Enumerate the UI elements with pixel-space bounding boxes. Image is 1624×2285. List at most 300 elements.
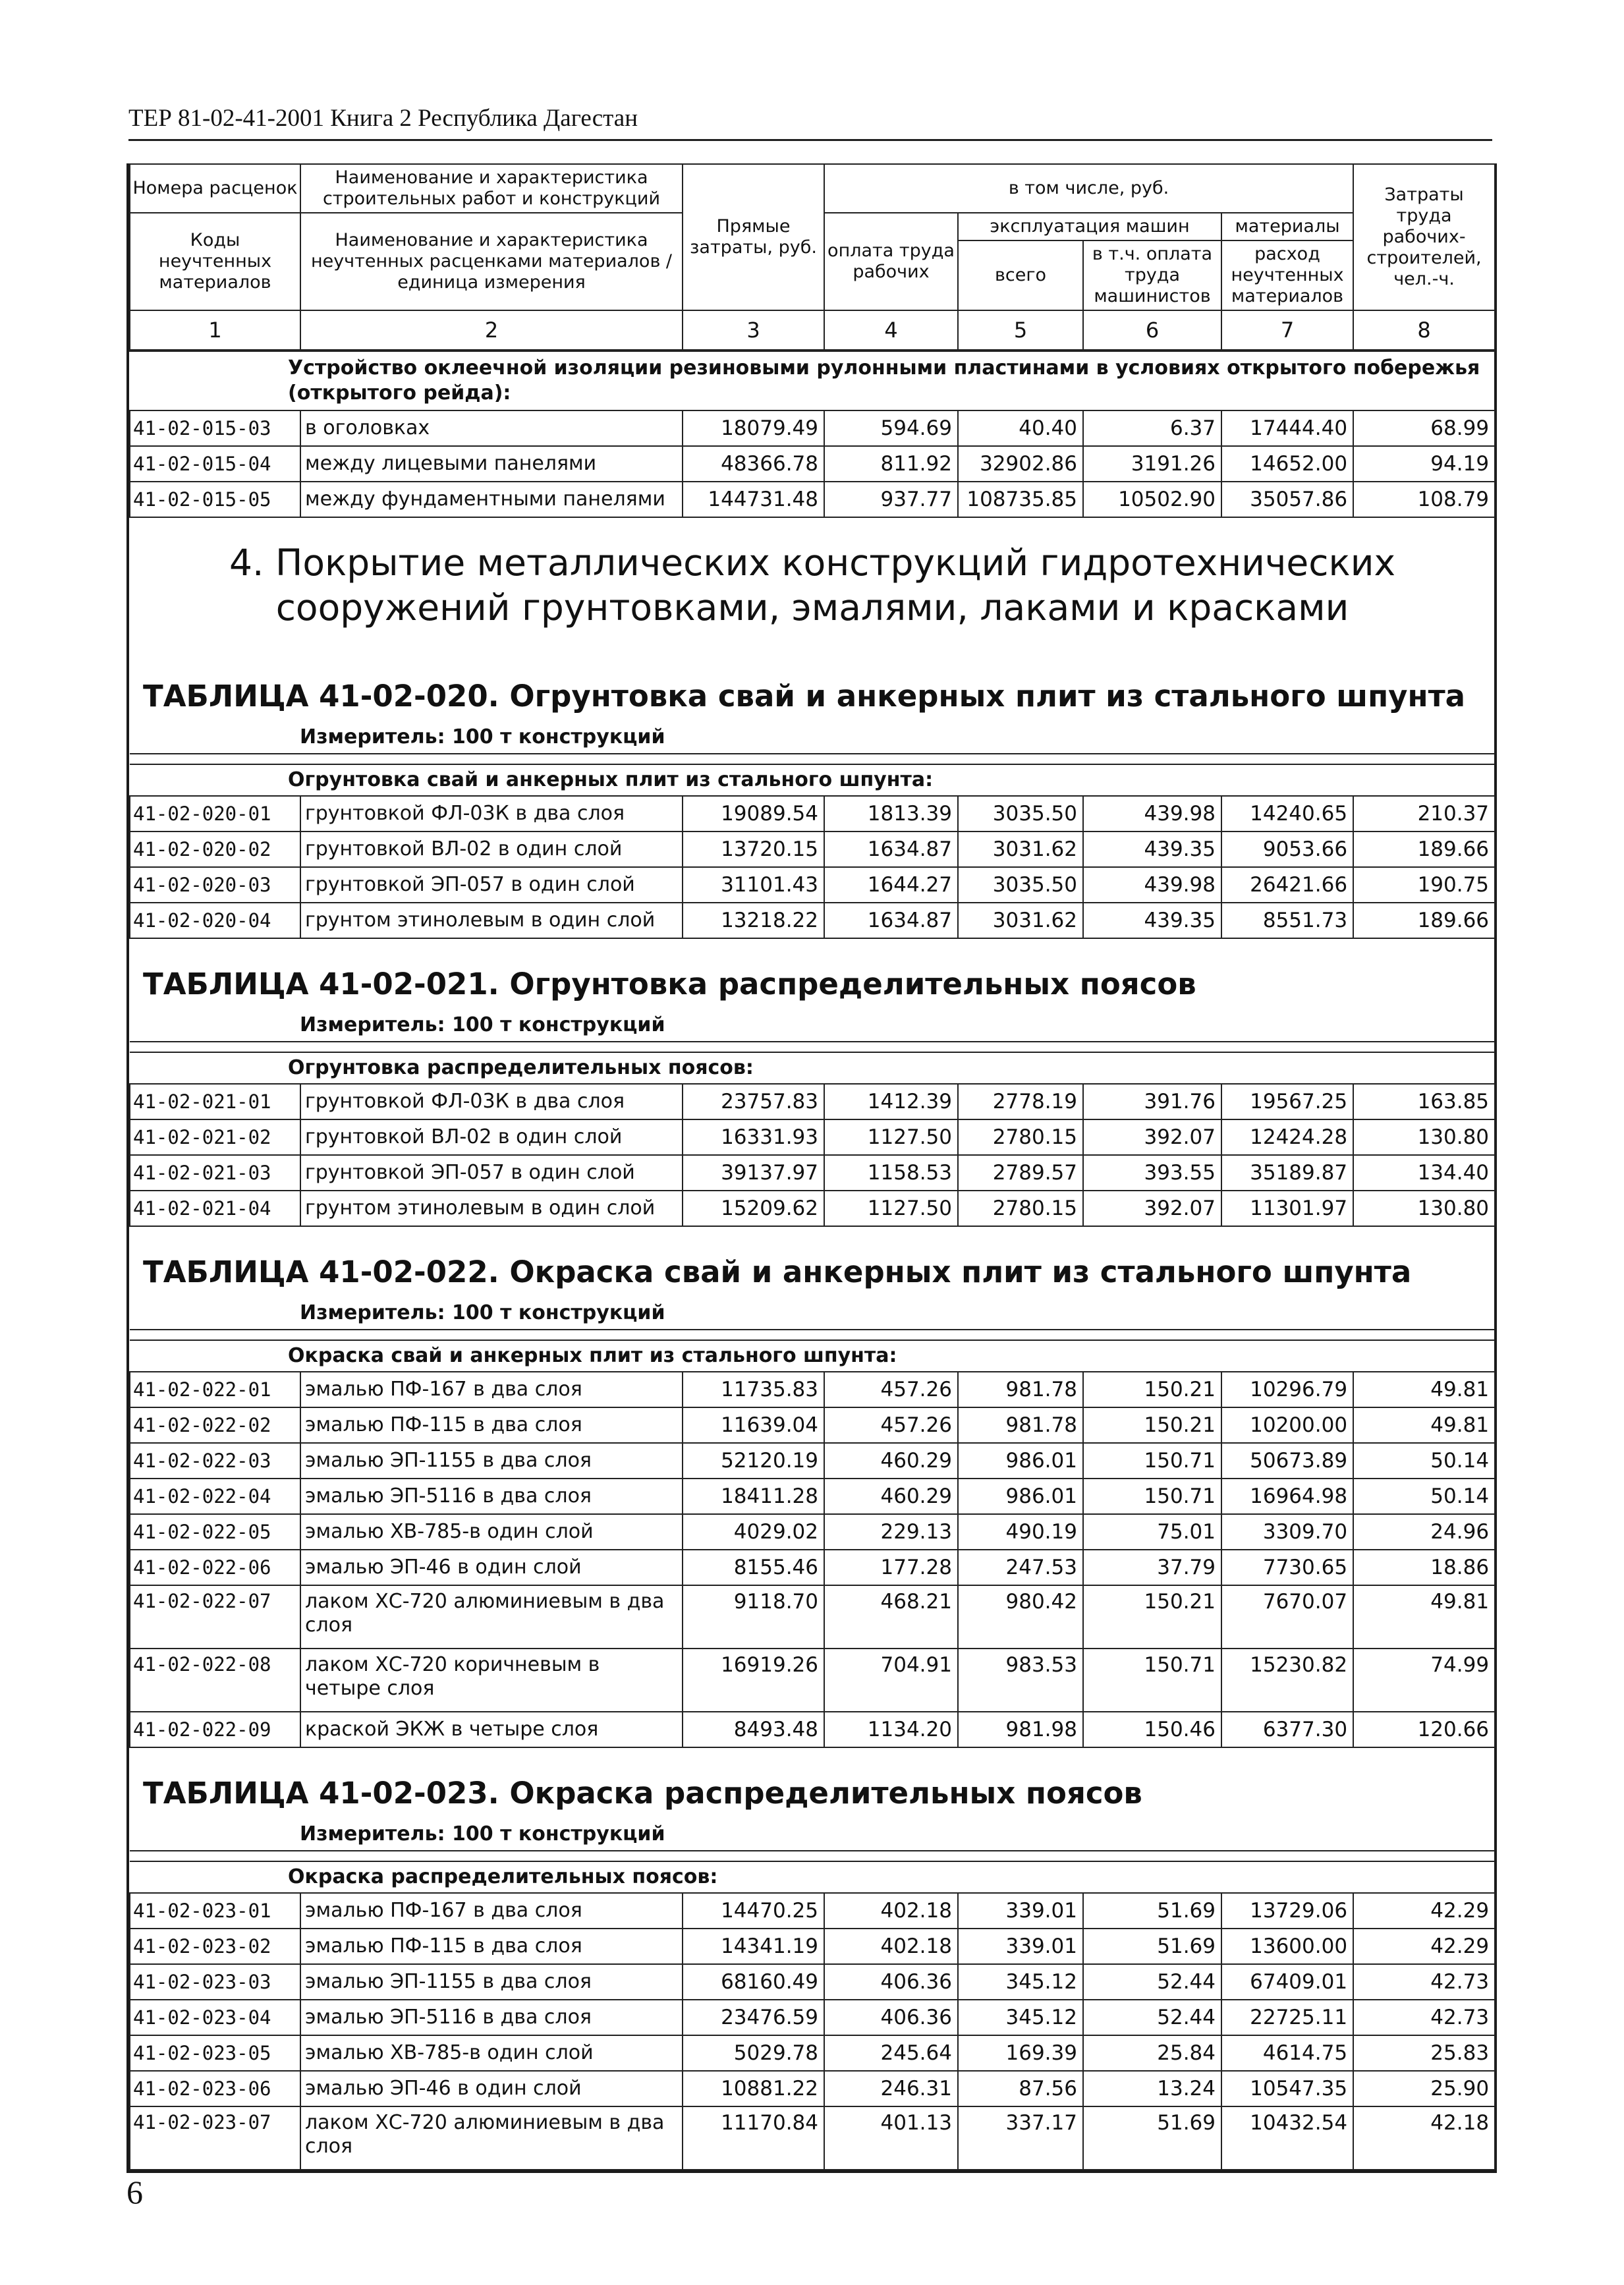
labor-costs: 130.80 xyxy=(1353,1191,1495,1226)
worker-pay: 1634.87 xyxy=(824,903,958,938)
rate-code: 41-02-022-06 xyxy=(130,1550,300,1585)
spacer xyxy=(130,1330,1495,1340)
worker-pay: 457.26 xyxy=(824,1407,958,1443)
direct-costs: 9118.70 xyxy=(683,1585,824,1649)
work-name: грунтом этинолевым в один слой xyxy=(300,1191,683,1226)
header-materials: материалы xyxy=(1221,213,1353,240)
labor-costs: 189.66 xyxy=(1353,832,1495,867)
worker-pay: 457.26 xyxy=(824,1372,958,1407)
materials: 7730.65 xyxy=(1221,1550,1353,1585)
machinist-pay: 439.35 xyxy=(1083,832,1221,867)
table-body xyxy=(130,351,1495,2170)
rate-code: 41-02-021-01 xyxy=(130,1084,300,1119)
machinist-pay: 439.35 xyxy=(1083,903,1221,938)
page-header: ТЕР 81-02-41-2001 Книга 2 Республика Дагестан xyxy=(128,104,1492,141)
table-row xyxy=(130,1372,1495,1407)
work-name: эмалью ЭП-46 в один слой xyxy=(300,1550,683,1585)
machinist-pay: 3191.26 xyxy=(1083,446,1221,482)
table-row xyxy=(130,2035,1495,2071)
spacer-row xyxy=(130,1330,1495,1340)
work-name: эмалью ПФ-167 в два слоя xyxy=(300,1893,683,1929)
machine-total: 3031.62 xyxy=(958,903,1083,938)
measure-row xyxy=(130,1817,1495,1851)
work-name: лаком ХС-720 коричневым в четыре слоя xyxy=(300,1649,683,1712)
machinist-pay: 10502.90 xyxy=(1083,482,1221,517)
table-row xyxy=(130,1479,1495,1514)
work-name: грунтовкой ВЛ-02 в один слой xyxy=(300,1119,683,1155)
table-row xyxy=(130,410,1495,446)
direct-costs: 48366.78 xyxy=(683,446,824,482)
group-heading-row xyxy=(130,1340,1495,1372)
table-row xyxy=(130,1119,1495,1155)
materials: 10432.54 xyxy=(1221,2106,1353,2170)
machine-total: 108735.85 xyxy=(958,482,1083,517)
column-number: 6 xyxy=(1083,310,1221,351)
rate-code: 41-02-021-02 xyxy=(130,1119,300,1155)
machinist-pay: 150.21 xyxy=(1083,1585,1221,1649)
worker-pay: 1412.39 xyxy=(824,1084,958,1119)
page-number: 6 xyxy=(126,2174,143,2211)
machine-total: 981.78 xyxy=(958,1372,1083,1407)
header-column-numbers xyxy=(130,310,1495,351)
rate-code: 41-02-023-07 xyxy=(130,2106,300,2170)
work-name: эмалью ПФ-115 в два слоя xyxy=(300,1407,683,1443)
direct-costs: 18411.28 xyxy=(683,1479,824,1514)
rate-code: 41-02-015-05 xyxy=(130,482,300,517)
worker-pay: 401.13 xyxy=(824,2106,958,2170)
machinist-pay: 150.21 xyxy=(1083,1372,1221,1407)
worker-pay: 1634.87 xyxy=(824,832,958,867)
labor-costs: 49.81 xyxy=(1353,1372,1495,1407)
work-name: эмалью ЭП-5116 в два слоя xyxy=(300,2000,683,2035)
labor-costs: 210.37 xyxy=(1353,796,1495,832)
machinist-pay: 391.76 xyxy=(1083,1084,1221,1119)
machinist-pay: 52.44 xyxy=(1083,1964,1221,2000)
work-name: эмалью ЭП-46 в один слой xyxy=(300,2071,683,2106)
measure-unit: Измеритель: 100 т конструкций xyxy=(130,1817,1495,1851)
machine-total: 345.12 xyxy=(958,2000,1083,2035)
group-heading: Устройство оклеечной изоляции резиновыми рулонными пластинами в условиях открытого побережья (открытого рейда): xyxy=(130,351,1495,410)
labor-costs: 49.81 xyxy=(1353,1585,1495,1649)
machine-total: 981.98 xyxy=(958,1712,1083,1747)
machinist-pay: 150.21 xyxy=(1083,1407,1221,1443)
table-row xyxy=(130,1649,1495,1712)
direct-costs: 144731.48 xyxy=(683,482,824,517)
materials: 6377.30 xyxy=(1221,1712,1353,1747)
worker-pay: 468.21 xyxy=(824,1585,958,1649)
rate-code: 41-02-021-04 xyxy=(130,1191,300,1226)
worker-pay: 1127.50 xyxy=(824,1191,958,1226)
measure-unit: Измеритель: 100 т конструкций xyxy=(130,1008,1495,1042)
worker-pay: 594.69 xyxy=(824,410,958,446)
rate-code: 41-02-022-01 xyxy=(130,1372,300,1407)
direct-costs: 13218.22 xyxy=(683,903,824,938)
work-name: грунтовкой ФЛ-03К в два слоя xyxy=(300,796,683,832)
table-title-row xyxy=(130,1747,1495,1817)
materials: 7670.07 xyxy=(1221,1585,1353,1649)
table-row xyxy=(130,832,1495,867)
machine-total: 980.42 xyxy=(958,1585,1083,1649)
direct-costs: 23476.59 xyxy=(683,2000,824,2035)
rate-code: 41-02-022-07 xyxy=(130,1585,300,1649)
group-heading-row xyxy=(130,1861,1495,1893)
machine-total: 169.39 xyxy=(958,2035,1083,2071)
table-row xyxy=(130,903,1495,938)
machine-total: 247.53 xyxy=(958,1550,1083,1585)
rate-code: 41-02-020-03 xyxy=(130,867,300,903)
rate-code: 41-02-022-04 xyxy=(130,1479,300,1514)
machine-total: 339.01 xyxy=(958,1929,1083,1964)
materials: 26421.66 xyxy=(1221,867,1353,903)
direct-costs: 14341.19 xyxy=(683,1929,824,1964)
table-title-row xyxy=(130,1226,1495,1296)
spacer-row xyxy=(130,754,1495,764)
table-row xyxy=(130,1191,1495,1226)
materials: 50673.89 xyxy=(1221,1443,1353,1479)
direct-costs: 15209.62 xyxy=(683,1191,824,1226)
worker-pay: 245.64 xyxy=(824,2035,958,2071)
rate-code: 41-02-023-04 xyxy=(130,2000,300,2035)
labor-costs: 130.80 xyxy=(1353,1119,1495,1155)
machine-total: 32902.86 xyxy=(958,446,1083,482)
machine-total: 3035.50 xyxy=(958,796,1083,832)
group-heading-row xyxy=(130,764,1495,796)
rate-code: 41-02-015-04 xyxy=(130,446,300,482)
header-worker-pay: оплата труда рабочих xyxy=(824,213,958,310)
materials: 67409.01 xyxy=(1221,1964,1353,2000)
table-row xyxy=(130,2071,1495,2106)
labor-costs: 68.99 xyxy=(1353,410,1495,446)
measure-row xyxy=(130,1008,1495,1042)
table-row xyxy=(130,482,1495,517)
work-name: эмалью ЭП-5116 в два слоя xyxy=(300,1479,683,1514)
worker-pay: 1644.27 xyxy=(824,867,958,903)
direct-costs: 8493.48 xyxy=(683,1712,824,1747)
worker-pay: 704.91 xyxy=(824,1649,958,1712)
materials: 17444.40 xyxy=(1221,410,1353,446)
table-row xyxy=(130,1585,1495,1649)
machinist-pay: 392.07 xyxy=(1083,1119,1221,1155)
materials: 8551.73 xyxy=(1221,903,1353,938)
materials: 13600.00 xyxy=(1221,1929,1353,1964)
work-name: эмалью ПФ-115 в два слоя xyxy=(300,1929,683,1964)
measure-unit: Измеритель: 100 т конструкций xyxy=(130,1296,1495,1330)
labor-costs: 42.73 xyxy=(1353,2000,1495,2035)
table-row xyxy=(130,796,1495,832)
direct-costs: 18079.49 xyxy=(683,410,824,446)
labor-costs: 74.99 xyxy=(1353,1649,1495,1712)
header-work-name: Наименование и характеристика строительных работ и конструкций xyxy=(300,164,683,213)
machinist-pay: 439.98 xyxy=(1083,867,1221,903)
machine-total: 981.78 xyxy=(958,1407,1083,1443)
materials: 16964.98 xyxy=(1221,1479,1353,1514)
direct-costs: 16331.93 xyxy=(683,1119,824,1155)
direct-costs: 11639.04 xyxy=(683,1407,824,1443)
direct-costs: 4029.02 xyxy=(683,1514,824,1550)
measure-row xyxy=(130,720,1495,754)
header-material-codes: Коды неучтенных материалов xyxy=(130,213,300,310)
labor-costs: 189.66 xyxy=(1353,903,1495,938)
column-number: 3 xyxy=(683,310,824,351)
labor-costs: 42.29 xyxy=(1353,1893,1495,1929)
column-number: 4 xyxy=(824,310,958,351)
group-heading: Окраска распределительных поясов: xyxy=(130,1861,1495,1893)
spacer-row xyxy=(130,1851,1495,1861)
section-title-row xyxy=(130,517,1495,651)
group-heading: Окраска свай и анкерных плит из стального шпунта: xyxy=(130,1340,1495,1372)
rate-code: 41-02-015-03 xyxy=(130,410,300,446)
materials: 10547.35 xyxy=(1221,2071,1353,2106)
labor-costs: 18.86 xyxy=(1353,1550,1495,1585)
worker-pay: 1158.53 xyxy=(824,1155,958,1191)
header-rate-numbers: Номера расценок xyxy=(130,164,300,213)
materials: 14652.00 xyxy=(1221,446,1353,482)
machinist-pay: 51.69 xyxy=(1083,1893,1221,1929)
direct-costs: 39137.97 xyxy=(683,1155,824,1191)
worker-pay: 246.31 xyxy=(824,2071,958,2106)
materials: 11301.97 xyxy=(1221,1191,1353,1226)
header-machine-operation: эксплуатация машин xyxy=(958,213,1221,240)
rate-code: 41-02-021-03 xyxy=(130,1155,300,1191)
column-number: 5 xyxy=(958,310,1083,351)
machinist-pay: 51.69 xyxy=(1083,2106,1221,2170)
machinist-pay: 150.71 xyxy=(1083,1479,1221,1514)
worker-pay: 937.77 xyxy=(824,482,958,517)
machine-total: 986.01 xyxy=(958,1479,1083,1514)
materials: 10200.00 xyxy=(1221,1407,1353,1443)
table-row xyxy=(130,1407,1495,1443)
machine-total: 2780.15 xyxy=(958,1119,1083,1155)
materials: 14240.65 xyxy=(1221,796,1353,832)
labor-costs: 50.14 xyxy=(1353,1479,1495,1514)
table-title-row xyxy=(130,938,1495,1008)
labor-costs: 42.18 xyxy=(1353,2106,1495,2170)
rate-code: 41-02-022-09 xyxy=(130,1712,300,1747)
labor-costs: 42.73 xyxy=(1353,1964,1495,2000)
worker-pay: 229.13 xyxy=(824,1514,958,1550)
worker-pay: 811.92 xyxy=(824,446,958,482)
work-name: грунтовкой ЭП-057 в один слой xyxy=(300,1155,683,1191)
materials: 35189.87 xyxy=(1221,1155,1353,1191)
materials: 9053.66 xyxy=(1221,832,1353,867)
table-title: ТАБЛИЦА 41-02-021. Огрунтовка распределительных поясов xyxy=(143,967,1196,1001)
machine-total: 2789.57 xyxy=(958,1155,1083,1191)
direct-costs: 11735.83 xyxy=(683,1372,824,1407)
rate-code: 41-02-020-04 xyxy=(130,903,300,938)
direct-costs: 5029.78 xyxy=(683,2035,824,2071)
table-row xyxy=(130,1550,1495,1585)
labor-costs: 190.75 xyxy=(1353,867,1495,903)
spacer xyxy=(130,1851,1495,1861)
rate-code: 41-02-020-01 xyxy=(130,796,300,832)
spacer-row xyxy=(130,1042,1495,1052)
direct-costs: 8155.46 xyxy=(683,1550,824,1585)
column-number: 1 xyxy=(130,310,300,351)
group-heading-row xyxy=(130,1052,1495,1084)
header-including: в том числе, руб. xyxy=(824,164,1353,213)
machine-total: 87.56 xyxy=(958,2071,1083,2106)
worker-pay: 402.18 xyxy=(824,1929,958,1964)
table-row xyxy=(130,1964,1495,2000)
rate-code: 41-02-022-05 xyxy=(130,1514,300,1550)
header-material-consumption: расход неучтенных материалов xyxy=(1221,240,1353,310)
header-labor-costs: Затраты труда рабочих-строителей, чел.-ч. xyxy=(1353,164,1495,310)
rate-code: 41-02-023-06 xyxy=(130,2071,300,2106)
rate-code: 41-02-023-01 xyxy=(130,1893,300,1929)
rate-code: 41-02-023-05 xyxy=(130,2035,300,2071)
table-row xyxy=(130,1443,1495,1479)
materials: 13729.06 xyxy=(1221,1893,1353,1929)
worker-pay: 177.28 xyxy=(824,1550,958,1585)
section-title-cell xyxy=(130,517,1495,651)
rates-document xyxy=(126,163,1497,2173)
rate-code: 41-02-022-08 xyxy=(130,1649,300,1712)
labor-costs: 120.66 xyxy=(1353,1712,1495,1747)
header-machinist-pay: в т.ч. оплата труда машинистов xyxy=(1083,240,1221,310)
machinist-pay: 51.69 xyxy=(1083,1929,1221,1964)
materials: 19567.25 xyxy=(1221,1084,1353,1119)
group-heading-row xyxy=(130,351,1495,410)
work-name: краской ЭКЖ в четыре слоя xyxy=(300,1712,683,1747)
machine-total: 2780.15 xyxy=(958,1191,1083,1226)
column-number: 2 xyxy=(300,310,683,351)
labor-costs: 25.90 xyxy=(1353,2071,1495,2106)
rate-code: 41-02-022-03 xyxy=(130,1443,300,1479)
worker-pay: 406.36 xyxy=(824,1964,958,2000)
column-number: 7 xyxy=(1221,310,1353,351)
direct-costs: 16919.26 xyxy=(683,1649,824,1712)
machinist-pay: 52.44 xyxy=(1083,2000,1221,2035)
labor-costs: 49.81 xyxy=(1353,1407,1495,1443)
table-row xyxy=(130,446,1495,482)
direct-costs: 19089.54 xyxy=(683,796,824,832)
work-name: грунтовкой ЭП-057 в один слой xyxy=(300,867,683,903)
machine-total: 490.19 xyxy=(958,1514,1083,1550)
table-row xyxy=(130,867,1495,903)
machine-total: 337.17 xyxy=(958,2106,1083,2170)
table-row xyxy=(130,1712,1495,1747)
materials: 35057.86 xyxy=(1221,482,1353,517)
direct-costs: 14470.25 xyxy=(683,1893,824,1929)
worker-pay: 460.29 xyxy=(824,1479,958,1514)
measure-unit: Измеритель: 100 т конструкций xyxy=(130,720,1495,754)
labor-costs: 24.96 xyxy=(1353,1514,1495,1550)
work-name: лаком ХС-720 алюминиевым в два слоя xyxy=(300,1585,683,1649)
work-name: эмалью ЭП-1155 в два слоя xyxy=(300,1443,683,1479)
labor-costs: 94.19 xyxy=(1353,446,1495,482)
worker-pay: 1134.20 xyxy=(824,1712,958,1747)
table-row xyxy=(130,1084,1495,1119)
materials: 3309.70 xyxy=(1221,1514,1353,1550)
rate-code: 41-02-023-02 xyxy=(130,1929,300,1964)
labor-costs: 25.83 xyxy=(1353,2035,1495,2071)
table-row xyxy=(130,2000,1495,2035)
work-name: грунтовкой ВЛ-02 в один слой xyxy=(300,832,683,867)
worker-pay: 1813.39 xyxy=(824,796,958,832)
direct-costs: 10881.22 xyxy=(683,2071,824,2106)
work-name: между фундаментными панелями xyxy=(300,482,683,517)
machinist-pay: 25.84 xyxy=(1083,2035,1221,2071)
table-row xyxy=(130,1514,1495,1550)
direct-costs: 23757.83 xyxy=(683,1084,824,1119)
machinist-pay: 75.01 xyxy=(1083,1514,1221,1550)
machinist-pay: 150.71 xyxy=(1083,1649,1221,1712)
header-material-name: Наименование и характеристика неучтенных расценками материалов / единица измерения xyxy=(300,213,683,310)
worker-pay: 1127.50 xyxy=(824,1119,958,1155)
materials: 12424.28 xyxy=(1221,1119,1353,1155)
labor-costs: 50.14 xyxy=(1353,1443,1495,1479)
group-heading: Огрунтовка свай и анкерных плит из стального шпунта: xyxy=(130,764,1495,796)
rate-code: 41-02-023-03 xyxy=(130,1964,300,2000)
section-title: 4. Покрытие металлических конструкций гидротехнических сооружений грунтовками, эмалями, лаками и красками xyxy=(229,542,1395,629)
machine-total: 986.01 xyxy=(958,1443,1083,1479)
work-name: эмалью ПФ-167 в два слоя xyxy=(300,1372,683,1407)
table-row xyxy=(130,1893,1495,1929)
direct-costs: 68160.49 xyxy=(683,1964,824,2000)
work-name: эмалью ХВ-785-в один слой xyxy=(300,1514,683,1550)
column-number: 8 xyxy=(1353,310,1495,351)
table-row xyxy=(130,1929,1495,1964)
machine-total: 2778.19 xyxy=(958,1084,1083,1119)
machinist-pay: 150.71 xyxy=(1083,1443,1221,1479)
machine-total: 983.53 xyxy=(958,1649,1083,1712)
materials: 4614.75 xyxy=(1221,2035,1353,2071)
table-title: ТАБЛИЦА 41-02-022. Окраска свай и анкерных плит из стального шпунта xyxy=(143,1255,1412,1289)
labor-costs: 163.85 xyxy=(1353,1084,1495,1119)
machine-total: 3031.62 xyxy=(958,832,1083,867)
machine-total: 3035.50 xyxy=(958,867,1083,903)
spacer xyxy=(130,1042,1495,1052)
direct-costs: 11170.84 xyxy=(683,2106,824,2170)
work-name: между лицевыми панелями xyxy=(300,446,683,482)
machine-total: 40.40 xyxy=(958,410,1083,446)
materials: 10296.79 xyxy=(1221,1372,1353,1407)
direct-costs: 52120.19 xyxy=(683,1443,824,1479)
labor-costs: 108.79 xyxy=(1353,482,1495,517)
measure-row xyxy=(130,1296,1495,1330)
machinist-pay: 150.46 xyxy=(1083,1712,1221,1747)
machine-total: 339.01 xyxy=(958,1893,1083,1929)
rate-code: 41-02-022-02 xyxy=(130,1407,300,1443)
header-direct-costs: Прямые затраты, руб. xyxy=(683,164,824,310)
machinist-pay: 392.07 xyxy=(1083,1191,1221,1226)
machinist-pay: 13.24 xyxy=(1083,2071,1221,2106)
direct-costs: 13720.15 xyxy=(683,832,824,867)
work-name: грунтовкой ФЛ-03К в два слоя xyxy=(300,1084,683,1119)
table-title: ТАБЛИЦА 41-02-020. Огрунтовка свай и анкерных плит из стального шпунта xyxy=(143,679,1466,714)
work-name: грунтом этинолевым в один слой xyxy=(300,903,683,938)
work-name: лаком ХС-720 алюминиевым в два слоя xyxy=(300,2106,683,2170)
table-title-row xyxy=(130,651,1495,720)
machinist-pay: 439.98 xyxy=(1083,796,1221,832)
labor-costs: 134.40 xyxy=(1353,1155,1495,1191)
labor-costs: 42.29 xyxy=(1353,1929,1495,1964)
table-row xyxy=(130,1155,1495,1191)
machinist-pay: 393.55 xyxy=(1083,1155,1221,1191)
table-title: ТАБЛИЦА 41-02-023. Окраска распределительных поясов xyxy=(143,1776,1142,1811)
rate-code: 41-02-020-02 xyxy=(130,832,300,867)
direct-costs: 31101.43 xyxy=(683,867,824,903)
machinist-pay: 6.37 xyxy=(1083,410,1221,446)
machine-total: 345.12 xyxy=(958,1964,1083,2000)
header-machine-total: всего xyxy=(958,240,1083,310)
machinist-pay: 37.79 xyxy=(1083,1550,1221,1585)
worker-pay: 406.36 xyxy=(824,2000,958,2035)
work-name: эмалью ЭП-1155 в два слоя xyxy=(300,1964,683,2000)
worker-pay: 402.18 xyxy=(824,1893,958,1929)
materials: 15230.82 xyxy=(1221,1649,1353,1712)
work-name: в оголовках xyxy=(300,410,683,446)
